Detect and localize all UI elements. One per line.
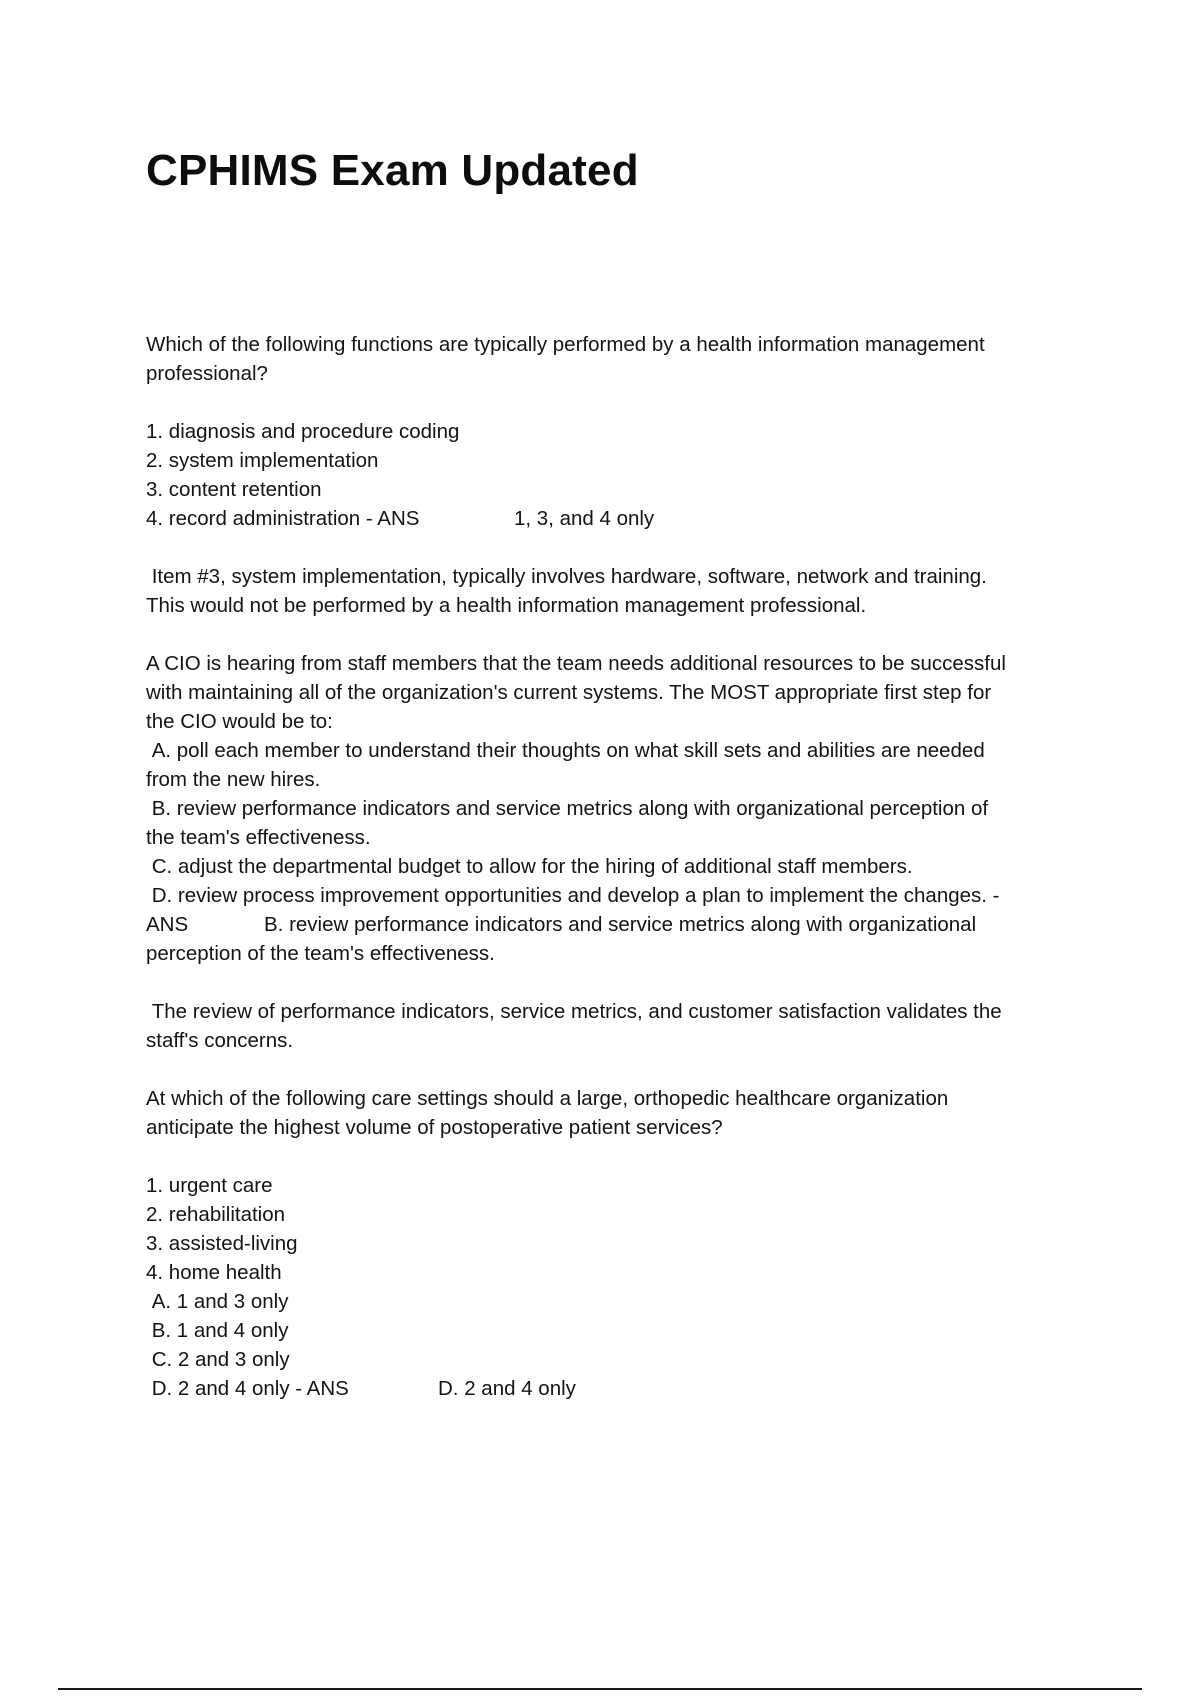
option-c: C. adjust the departmental budget to allow for the hiring of additional staff members. bbox=[146, 855, 913, 878]
document-title: CPHIMS Exam Updated bbox=[146, 146, 639, 195]
question-stem: with maintaining all of the organization's current systems. The MOST appropriate first step for bbox=[146, 681, 992, 704]
answer-label: ANS bbox=[146, 913, 189, 936]
explanation: Item #3, system implementation, typically involves hardware, software, network and training. bbox=[146, 565, 987, 588]
list-item: 2. rehabilitation bbox=[146, 1203, 286, 1226]
option: C. 2 and 3 only bbox=[146, 1348, 290, 1371]
explanation: The review of performance indicators, service metrics, and customer satisfaction validates the bbox=[146, 1000, 1002, 1023]
answer-text: D. 2 and 4 only bbox=[438, 1377, 576, 1400]
option-b: the team's effectiveness. bbox=[146, 826, 371, 849]
list-item: 4. home health bbox=[146, 1261, 282, 1284]
list-item: 1. diagnosis and procedure coding bbox=[146, 420, 460, 443]
answer-text: perception of the team's effectiveness. bbox=[146, 942, 495, 965]
list-item: 4. record administration - ANS bbox=[146, 507, 420, 530]
question-stem: At which of the following care settings should a large, orthopedic healthcare organization bbox=[146, 1087, 949, 1110]
option-a: from the new hires. bbox=[146, 768, 321, 791]
document-body bbox=[146, 330, 1086, 1403]
option: D. 2 and 4 only - ANS bbox=[146, 1377, 349, 1400]
option-b: B. review performance indicators and service metrics along with organizational perception of bbox=[146, 797, 989, 820]
answer-text: B. review performance indicators and service metrics along with organizational bbox=[264, 913, 977, 936]
answer-line bbox=[146, 504, 1086, 533]
option: B. 1 and 4 only bbox=[146, 1319, 289, 1342]
option: A. 1 and 3 only bbox=[146, 1290, 289, 1313]
question-stem: professional? bbox=[146, 362, 268, 385]
answer-text: 1, 3, and 4 only bbox=[514, 507, 655, 530]
list-item: 3. assisted-living bbox=[146, 1232, 298, 1255]
list-item: 3. content retention bbox=[146, 478, 322, 501]
question-2 bbox=[146, 649, 1086, 1055]
explanation: staff's concerns. bbox=[146, 1029, 294, 1052]
answer-line bbox=[146, 1374, 1086, 1403]
question-stem: anticipate the highest volume of postoperative patient services? bbox=[146, 1116, 723, 1139]
answer-line bbox=[146, 910, 1086, 939]
question-stem: A CIO is hearing from staff members that the team needs additional resources to be successful bbox=[146, 652, 1006, 675]
option-d: D. review process improvement opportunities and develop a plan to implement the changes. - bbox=[146, 884, 1000, 907]
list-item: 2. system implementation bbox=[146, 449, 379, 472]
question-stem: Which of the following functions are typically performed by a health information management bbox=[146, 333, 985, 356]
question-stem: the CIO would be to: bbox=[146, 710, 333, 733]
explanation: This would not be performed by a health information management professional. bbox=[146, 594, 867, 617]
question-3 bbox=[146, 1084, 1086, 1403]
option-a: A. poll each member to understand their thoughts on what skill sets and abilities are needed bbox=[146, 739, 985, 762]
list-item: 1. urgent care bbox=[146, 1174, 273, 1197]
footer-divider bbox=[58, 1688, 1142, 1690]
question-1 bbox=[146, 330, 1086, 620]
